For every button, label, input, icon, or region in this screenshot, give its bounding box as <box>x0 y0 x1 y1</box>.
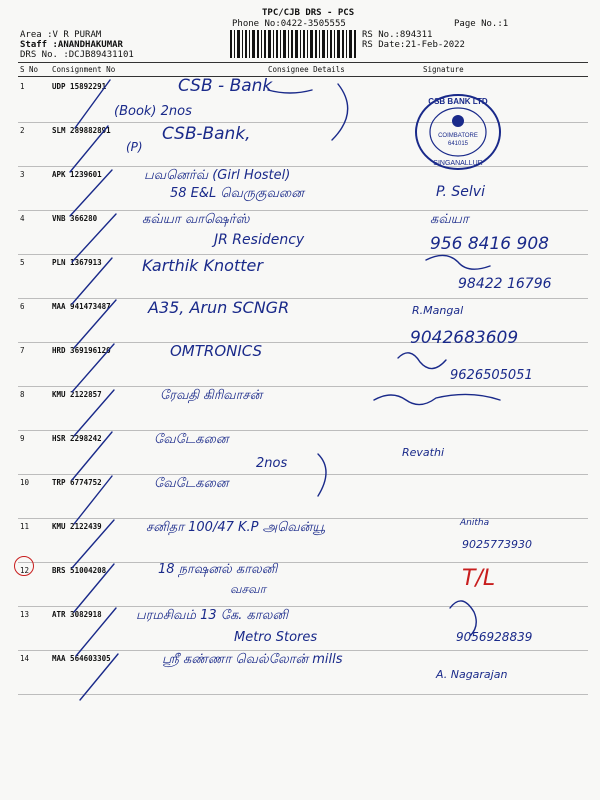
row-detail: 18 நாஷனல் காலனி <box>158 562 278 577</box>
rs-number: RS No.:894311 <box>362 30 433 40</box>
signature: 9056928839 <box>456 630 533 644</box>
col-signature: Signature <box>423 65 464 74</box>
area-field: Area :V R PURAM <box>20 30 102 40</box>
signature: 9626505051 <box>450 368 533 383</box>
row-detail: சனிதா 100/47 K.P அவென்யூ <box>146 520 326 535</box>
svg-text:COIMBATORE: COIMBATORE <box>438 133 478 139</box>
bank-stamp <box>414 93 502 171</box>
signature: 9042683609 <box>410 328 519 348</box>
signature: 9025773930 <box>462 538 532 551</box>
row-detail: CSB-Bank, <box>162 124 251 144</box>
row-detail: பவனெர்வ் (Girl Hostel) <box>144 168 291 183</box>
row-detail: 2nos <box>256 456 288 471</box>
row-12-red-circle <box>14 556 34 576</box>
signature: P. Selvi <box>436 184 485 200</box>
row-detail: 58 E&L வெருகுவனை <box>170 186 304 201</box>
signature: T/L <box>462 566 496 591</box>
row-consignment: ATR 3082918 <box>52 610 102 619</box>
row-detail: கவ்யா வாஷெர்ஸ் <box>142 212 250 227</box>
row-sno: 10 <box>20 478 30 487</box>
row-consignment: UDP 15892291 <box>52 82 107 91</box>
signature: 98422 16796 <box>458 276 552 292</box>
row-detail: வேடேகனை <box>154 432 229 447</box>
row-consignment: BRS 51004208 <box>52 566 107 575</box>
row-detail: CSB - Bank <box>178 76 273 96</box>
row-consignment: KMU 2122857 <box>52 390 102 399</box>
row-consignment: VNB 366280 <box>52 214 98 223</box>
row-detail: ரேவதி கிரிவாசன் <box>160 388 263 403</box>
row-sno: 13 <box>20 610 30 619</box>
rs-date: RS Date:21-Feb-2022 <box>362 40 465 50</box>
staff-field: Staff :ANANDHAKUMAR <box>20 40 123 50</box>
sheet-title: TPC/CJB DRS - PCS <box>262 8 355 18</box>
drs-number: DRS No. :DCJB89431101 <box>20 50 134 60</box>
svg-text:641015: 641015 <box>447 141 469 147</box>
row-consignment: APK 1239601 <box>52 170 102 179</box>
row-sno: 1 <box>20 82 25 91</box>
row-detail: A35, Arun SCNGR <box>148 298 290 317</box>
row-consignment: PLN 1367913 <box>52 258 102 267</box>
row-sno: 9 <box>20 434 25 443</box>
row-sno: 7 <box>20 346 25 355</box>
signature: A. Nagarajan <box>436 668 508 681</box>
row-detail: (Book) 2nos <box>114 104 192 119</box>
row-sno: 8 <box>20 390 25 399</box>
row-consignment: TRP 6774752 <box>52 478 102 487</box>
row-sno: 4 <box>20 214 25 223</box>
row-consignment: MAA 941473487 <box>52 302 111 311</box>
row-detail: JR Residency <box>214 232 305 248</box>
col-consignment: Consignment No <box>52 65 116 74</box>
row-consignment: MAA 564603305 <box>52 654 111 663</box>
row-detail: ஸ்ரீ கண்ணா வெல்லோன் mills <box>162 652 343 667</box>
row-sno: 2 <box>20 126 25 135</box>
row-consignment: SLM 289882891 <box>52 126 111 135</box>
row-detail: வேடேகனை <box>154 476 229 491</box>
svg-text:SINGANALLUR: SINGANALLUR <box>433 160 483 167</box>
signature: 956 8416 908 <box>430 234 549 254</box>
col-consignee: Consignee Details <box>268 65 345 74</box>
row-detail: OMTRONICS <box>170 342 263 360</box>
page-number: Page No.:1 <box>454 19 509 29</box>
phone-number: Phone No:0422-3505555 <box>232 19 346 29</box>
row-sno: 5 <box>20 258 25 267</box>
row-sno: 11 <box>20 522 30 531</box>
svg-text:CSB BANK LTD: CSB BANK LTD <box>428 97 488 106</box>
row-sno: 14 <box>20 654 30 663</box>
row-detail: வசவா <box>230 582 266 596</box>
row-consignment: HRD 369196120 <box>52 346 111 355</box>
row-consignment: KMU 2122439 <box>52 522 102 531</box>
row-sno: 6 <box>20 302 25 311</box>
signature: R.Mangal <box>412 304 464 317</box>
signature: Anitha <box>460 518 490 528</box>
signature: கவ்யா <box>430 212 469 227</box>
row-sno: 12 <box>20 566 30 575</box>
row-detail: Karthik Knotter <box>142 256 263 275</box>
row-consignment: HSR 2298242 <box>52 434 102 443</box>
row-sno: 3 <box>20 170 25 179</box>
signature: Revathi <box>402 446 445 459</box>
row-detail: (P) <box>126 140 143 154</box>
row-detail: பரமசிவம் 13 கே. காலனி <box>136 608 289 623</box>
row-detail: Metro Stores <box>234 630 318 645</box>
col-sno: S No <box>20 65 39 74</box>
